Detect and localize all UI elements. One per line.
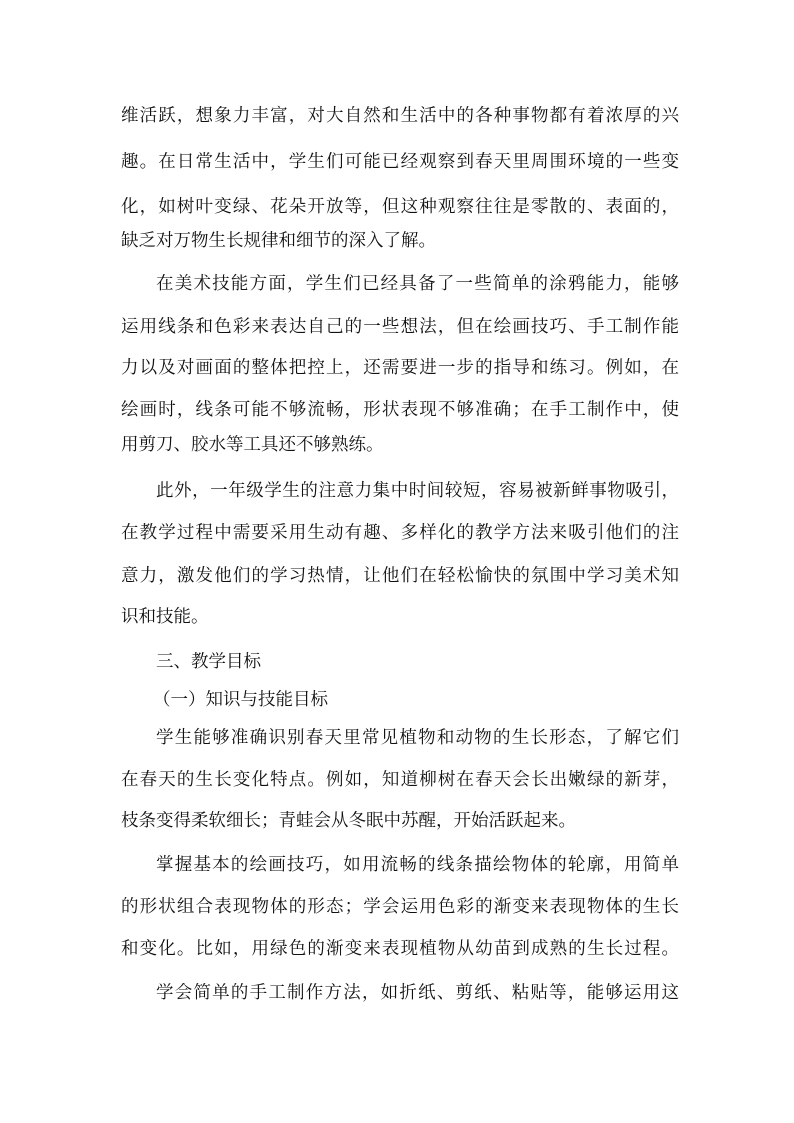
- paragraph-line: 运用线条和色彩来表达自己的一些想法，但在绘画技巧、手工制作能: [121, 317, 679, 337]
- paragraph-line: 学会简单的手工制作方法，如折纸、剪纸、粘贴等，能够运用这: [156, 983, 679, 1003]
- paragraph-line: 化，如树叶变绿、花朵开放等，但这种观察往往是零散的、表面的，: [121, 197, 679, 217]
- paragraph-line: 趣。在日常生活中，学生们可能已经观察到春天里周围环境的一些变: [121, 152, 679, 172]
- subsection-heading: （一）知识与技能目标: [153, 690, 328, 710]
- paragraph-line: 在教学过程中需要采用生动有趣、多样化的教学方法来吸引他们的注: [121, 523, 679, 543]
- paragraph-line: 缺乏对万物生长规律和细节的深入了解。: [121, 231, 436, 251]
- paragraph-line: 绘画时，线条可能不够流畅，形状表现不够准确；在手工制作中，使: [121, 400, 679, 420]
- paragraph-line: 和变化。比如，用绿色的渐变来表现植物从幼苗到成熟的生长过程。: [121, 939, 679, 959]
- paragraph-line: 学生能够准确识别春天里常见植物和动物的生长形态，了解它们: [156, 728, 679, 748]
- paragraph-line: 掌握基本的绘画技巧，如用流畅的线条描绘物体的轮廓，用简单: [156, 855, 679, 875]
- paragraph-line: 此外，一年级学生的注意力集中时间较短，容易被新鲜事物吸引，: [156, 481, 679, 501]
- paragraph-line: 的形状组合表现物体的形态；学会运用色彩的渐变来表现物体的生长: [121, 897, 679, 917]
- paragraph-line: 识和技能。: [121, 607, 209, 627]
- paragraph-line: 用剪刀、胶水等工具还不够熟练。: [121, 435, 384, 455]
- paragraph-line: 维活跃，想象力丰富，对大自然和生活中的各种事物都有着浓厚的兴: [121, 106, 679, 126]
- paragraph-line: 枝条变得柔软细长；青蛙会从冬眠中苏醒，开始活跃起来。: [121, 811, 576, 831]
- section-heading: 三、教学目标: [156, 652, 261, 672]
- paragraph-line: 力以及对画面的整体把控上，还需要进一步的指导和练习。例如，在: [121, 358, 679, 378]
- paragraph-line: 意力，激发他们的学习热情，让他们在轻松愉快的氛围中学习美术知: [121, 566, 679, 586]
- paragraph-line: 在春天的生长变化特点。例如，知道柳树在春天会长出嫩绿的新芽，: [121, 770, 679, 790]
- paragraph-line: 在美术技能方面，学生们已经具备了一些简单的涂鸦能力，能够: [156, 274, 679, 294]
